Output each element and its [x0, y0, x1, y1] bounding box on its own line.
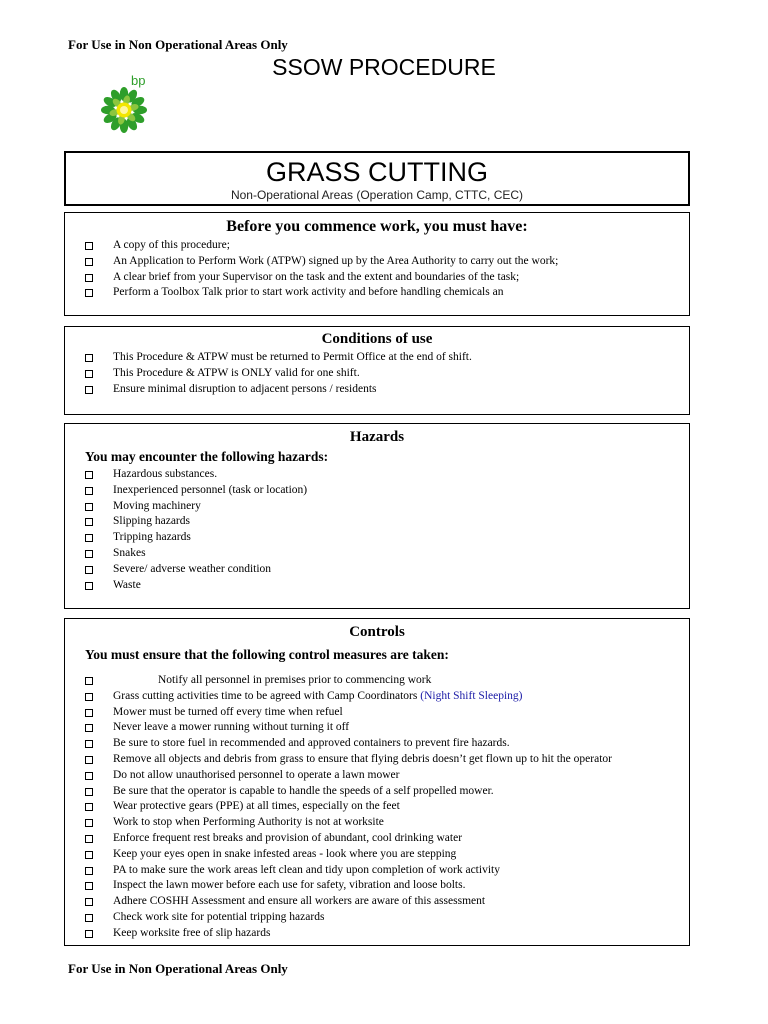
checkbox-icon[interactable]	[85, 566, 93, 574]
checklist-item: Perform a Toolbox Talk prior to start work activity and before handling chemicals an	[83, 285, 689, 301]
checkbox-icon[interactable]	[85, 386, 93, 394]
controls-intro: You must ensure that the following control measures are taken:	[85, 647, 449, 662]
checklist-item: Notify all personnel in premises prior to commencing work	[83, 673, 689, 689]
checklist-item: Tripping hazards	[83, 530, 689, 546]
checklist-item: PA to make sure the work areas left clean and tidy upon completion of work activity	[83, 863, 689, 879]
checklist-item: Inspect the lawn mower before each use for safety, vibration and loose bolts.	[83, 878, 689, 894]
checkbox-icon[interactable]	[85, 709, 93, 717]
checklist-item: Snakes	[83, 546, 689, 562]
checkbox-icon[interactable]	[85, 803, 93, 811]
checkbox-icon[interactable]	[85, 724, 93, 732]
checkbox-icon[interactable]	[85, 370, 93, 378]
checkbox-icon[interactable]	[85, 898, 93, 906]
checklist-item: Ensure minimal disruption to adjacent persons / residents	[83, 382, 689, 398]
before-heading: Before you commence work, you must have:	[226, 218, 528, 235]
checklist-item: Enforce frequent rest breaks and provision of abundant, cool drinking water	[83, 831, 689, 847]
checkbox-icon[interactable]	[85, 835, 93, 843]
conditions-checklist	[65, 350, 689, 397]
before-section	[64, 212, 690, 316]
checkbox-icon[interactable]	[85, 882, 93, 890]
controls-section	[64, 618, 690, 946]
top-usage-note: For Use in Non Operational Areas Only	[68, 37, 288, 52]
checkbox-icon[interactable]	[85, 487, 93, 495]
checklist-item: Keep worksite free of slip hazards	[83, 926, 689, 942]
checklist-item: Be sure to store fuel in recommended and approved containers to prevent fire hazards.	[83, 736, 689, 752]
checkbox-icon[interactable]	[85, 242, 93, 250]
hazards-intro: You may encounter the following hazards:	[85, 449, 329, 464]
checkbox-icon[interactable]	[85, 503, 93, 511]
checkbox-icon[interactable]	[85, 582, 93, 590]
checklist-item: Check work site for potential tripping hazards	[83, 910, 689, 926]
checklist-item: A copy of this procedure;	[83, 238, 689, 254]
title-box	[64, 151, 690, 206]
checkbox-icon[interactable]	[85, 819, 93, 827]
controls-heading: Controls	[349, 624, 405, 640]
checklist-item: Remove all objects and debris from grass to ensure that flying debris doesn’t get flown up to hit the operator	[83, 752, 689, 768]
checkbox-icon[interactable]	[85, 914, 93, 922]
checkbox-icon[interactable]	[85, 677, 93, 685]
checkbox-icon[interactable]	[85, 756, 93, 764]
checklist-item: Grass cutting activities time to be agreed with Camp Coordinators (Night Shift Sleeping)	[83, 689, 689, 705]
work-subtitle: Non-Operational Areas (Operation Camp, CTTC, CEC)	[230, 188, 524, 202]
checklist-item: Work to stop when Performing Authority is not at worksite	[83, 815, 689, 831]
checklist-item: A clear brief from your Supervisor on the task and the extent and boundaries of the task;	[83, 270, 689, 286]
checkbox-icon[interactable]	[85, 867, 93, 875]
checklist-item: Inexperienced personnel (task or location)	[83, 483, 689, 499]
checklist-item: Mower must be turned off every time when refuel	[83, 705, 689, 721]
checkbox-icon[interactable]	[85, 289, 93, 297]
procedure-title: SSOW PROCEDURE	[272, 54, 496, 80]
checklist-item: This Procedure & ATPW must be returned to Permit Office at the end of shift.	[83, 350, 689, 366]
checkbox-icon[interactable]	[85, 534, 93, 542]
checklist-item: Slipping hazards	[83, 514, 689, 530]
conditions-heading: Conditions of use	[321, 331, 433, 347]
hazards-section	[64, 423, 690, 609]
hazards-heading: Hazards	[349, 429, 405, 445]
before-checklist	[65, 238, 689, 301]
night-shift-note: (Night Shift Sleeping)	[420, 689, 523, 702]
checkbox-icon[interactable]	[85, 772, 93, 780]
bp-logo	[100, 72, 152, 134]
bp-logo-text: bp	[131, 73, 146, 88]
checklist-item: Do not allow unauthorised personnel to operate a lawn mower	[83, 768, 689, 784]
checkbox-icon[interactable]	[85, 550, 93, 558]
checklist-item: Moving machinery	[83, 499, 689, 515]
checkbox-icon[interactable]	[85, 274, 93, 282]
hazards-checklist	[65, 467, 689, 593]
checkbox-icon[interactable]	[85, 693, 93, 701]
checkbox-icon[interactable]	[85, 851, 93, 859]
checklist-item: Adhere COSHH Assessment and ensure all workers are aware of this assessment	[83, 894, 689, 910]
checkbox-icon[interactable]	[85, 740, 93, 748]
checkbox-icon[interactable]	[85, 788, 93, 796]
controls-checklist	[65, 673, 689, 942]
checklist-item: Hazardous substances.	[83, 467, 689, 483]
checklist-item: An Application to Perform Work (ATPW) signed up by the Area Authority to carry out the work;	[83, 254, 689, 270]
checklist-item: Severe/ adverse weather condition	[83, 562, 689, 578]
checkbox-icon[interactable]	[85, 258, 93, 266]
checklist-item: Waste	[83, 578, 689, 594]
checklist-item: Never leave a mower running without turning it off	[83, 720, 689, 736]
checklist-item: Wear protective gears (PPE) at all times, especially on the feet	[83, 799, 689, 815]
checklist-item: Be sure that the operator is capable to handle the speeds of a self propelled mower.	[83, 784, 689, 800]
work-title: GRASS CUTTING	[265, 157, 488, 187]
checkbox-icon[interactable]	[85, 471, 93, 479]
checklist-item: Keep your eyes open in snake infested areas - look where you are stepping	[83, 847, 689, 863]
checkbox-icon[interactable]	[85, 354, 93, 362]
checkbox-icon[interactable]	[85, 518, 93, 526]
bottom-usage-note: For Use in Non Operational Areas Only	[68, 961, 288, 976]
checkbox-icon[interactable]	[85, 930, 93, 938]
checklist-item: This Procedure & ATPW is ONLY valid for one shift.	[83, 366, 689, 382]
conditions-section	[64, 326, 690, 415]
